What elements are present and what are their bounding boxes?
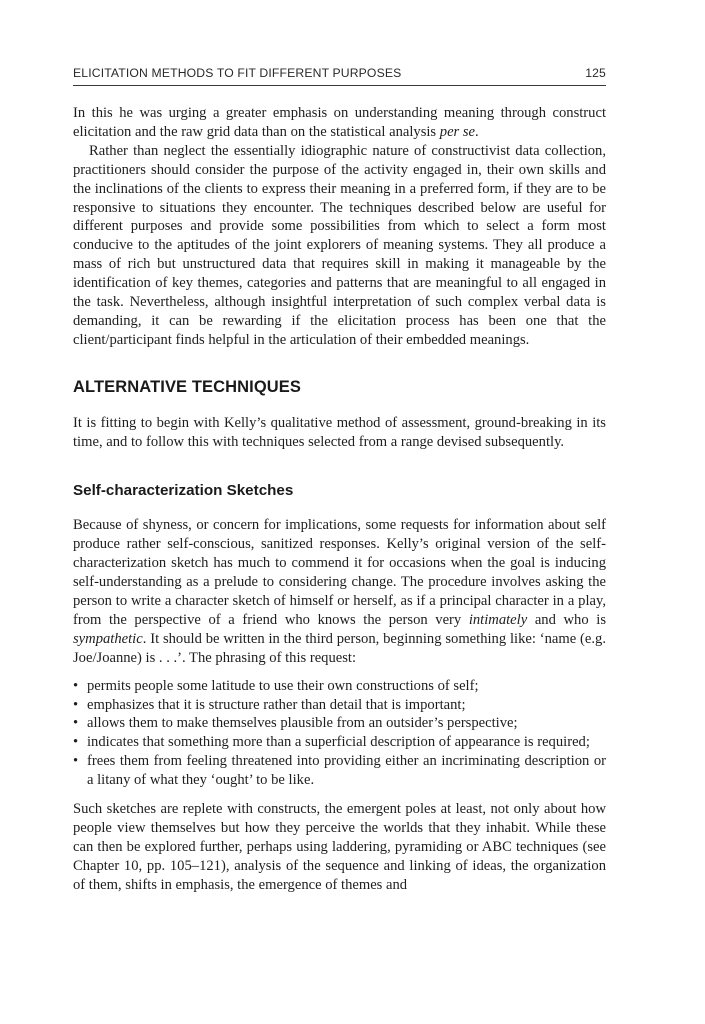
italic-intimately: intimately [468, 611, 528, 628]
list-item: • frees them from feeling threatened into providing either an incriminating description or a litany of what they ‘ought’ to be like. [73, 753, 606, 789]
list-item: • permits people some latitude to use their own constructions of self; [73, 677, 479, 694]
running-header [73, 66, 606, 86]
intro-paragraph-2: Rather than neglect the essentially idiographic nature of constructivist data collection, practitioners should consider the purpose of the activity engaged in, their own skills and the inclinations of the clients to express their meaning in a preferred form, if they are to be responsive to situations they encounter. The techniques described below are useful for different purposes and provide some possibilities from which to select a form most conducive to the aptitudes of the joint explorers of meaning systems. They all produce a mass of rich but unstructured data that requires skill in making it manageable by the identification of key themes, categories and patterns that are meaningful to all engaged in the task. Nevertheless, although insightful interpretation of such complex verbal data is demanding, it can be rewarding if the elicitation process has been one that the client/participant finds helpful in the articulation of their embedded meanings. [73, 142, 606, 348]
book-page [73, 66, 606, 895]
list-item: • allows them to make themselves plausible from an outsider’s perspective; [73, 715, 518, 732]
intro-paragraph-1: In this he was urging a greater emphasis on understanding meaning through construct elicitation and the raw grid data than on the statistical analysis per se. [73, 105, 606, 140]
italic-per-se: per se [439, 123, 476, 140]
running-title: ELICITATION METHODS TO FIT DIFFERENT PURPOSES [73, 66, 402, 80]
list-item: • emphasizes that it is structure rather than detail that is important; [73, 696, 466, 713]
bullet-icon: • [73, 677, 79, 694]
request-benefits-list [73, 677, 606, 790]
self-characterization-paragraph-1: Because of shyness, or concern for implications, some requests for information about self produce rather self-conscious, sanitized responses. Kelly’s original version of the self-characterization sketch has much to commend it for occasions when the goal is inducing self-understanding as a prelude to considering change. The procedure involves asking the person to write a character sketch of himself or herself, as if a principal character in a play, from the perspective of a friend who knows the person very intimately and who is sympathetic. It should be written in the third person, beginning something like: ‘name (e.g. Joe/Joanne) is . . .’. The phrasing of this request: [73, 517, 606, 666]
italic-sympathetic: sympathetic [73, 630, 143, 647]
list-item: • indicates that something more than a superficial description of appearance is required; [73, 734, 590, 751]
bullet-icon: • [73, 753, 79, 770]
page-number: 125 [585, 66, 606, 80]
page-body [73, 104, 606, 895]
bullet-icon: • [73, 696, 79, 713]
self-characterization-paragraph-2: Such sketches are replete with constructs, the emergent poles at least, not only about how people view themselves but how they perceive the worlds that they inhabit. While these can then be explored further, perhaps using laddering, pyramiding or ABC techniques (see Chapter 10, pp. 105–121), analysis of the sequence and linking of ideas, the organization of them, shifts in emphasis, the emergence of themes and [73, 801, 606, 893]
section-heading-alternative-techniques: ALTERNATIVE TECHNIQUES [73, 377, 302, 396]
bullet-icon: • [73, 734, 79, 751]
bullet-icon: • [73, 715, 79, 732]
subsection-heading-self-characterization: Self-characterization Sketches [73, 481, 294, 499]
alternative-techniques-paragraph: It is fitting to begin with Kelly’s qualitative method of assessment, ground-breaking in its time, and to follow this with techniques selected from a range devised subsequently. [73, 414, 606, 450]
